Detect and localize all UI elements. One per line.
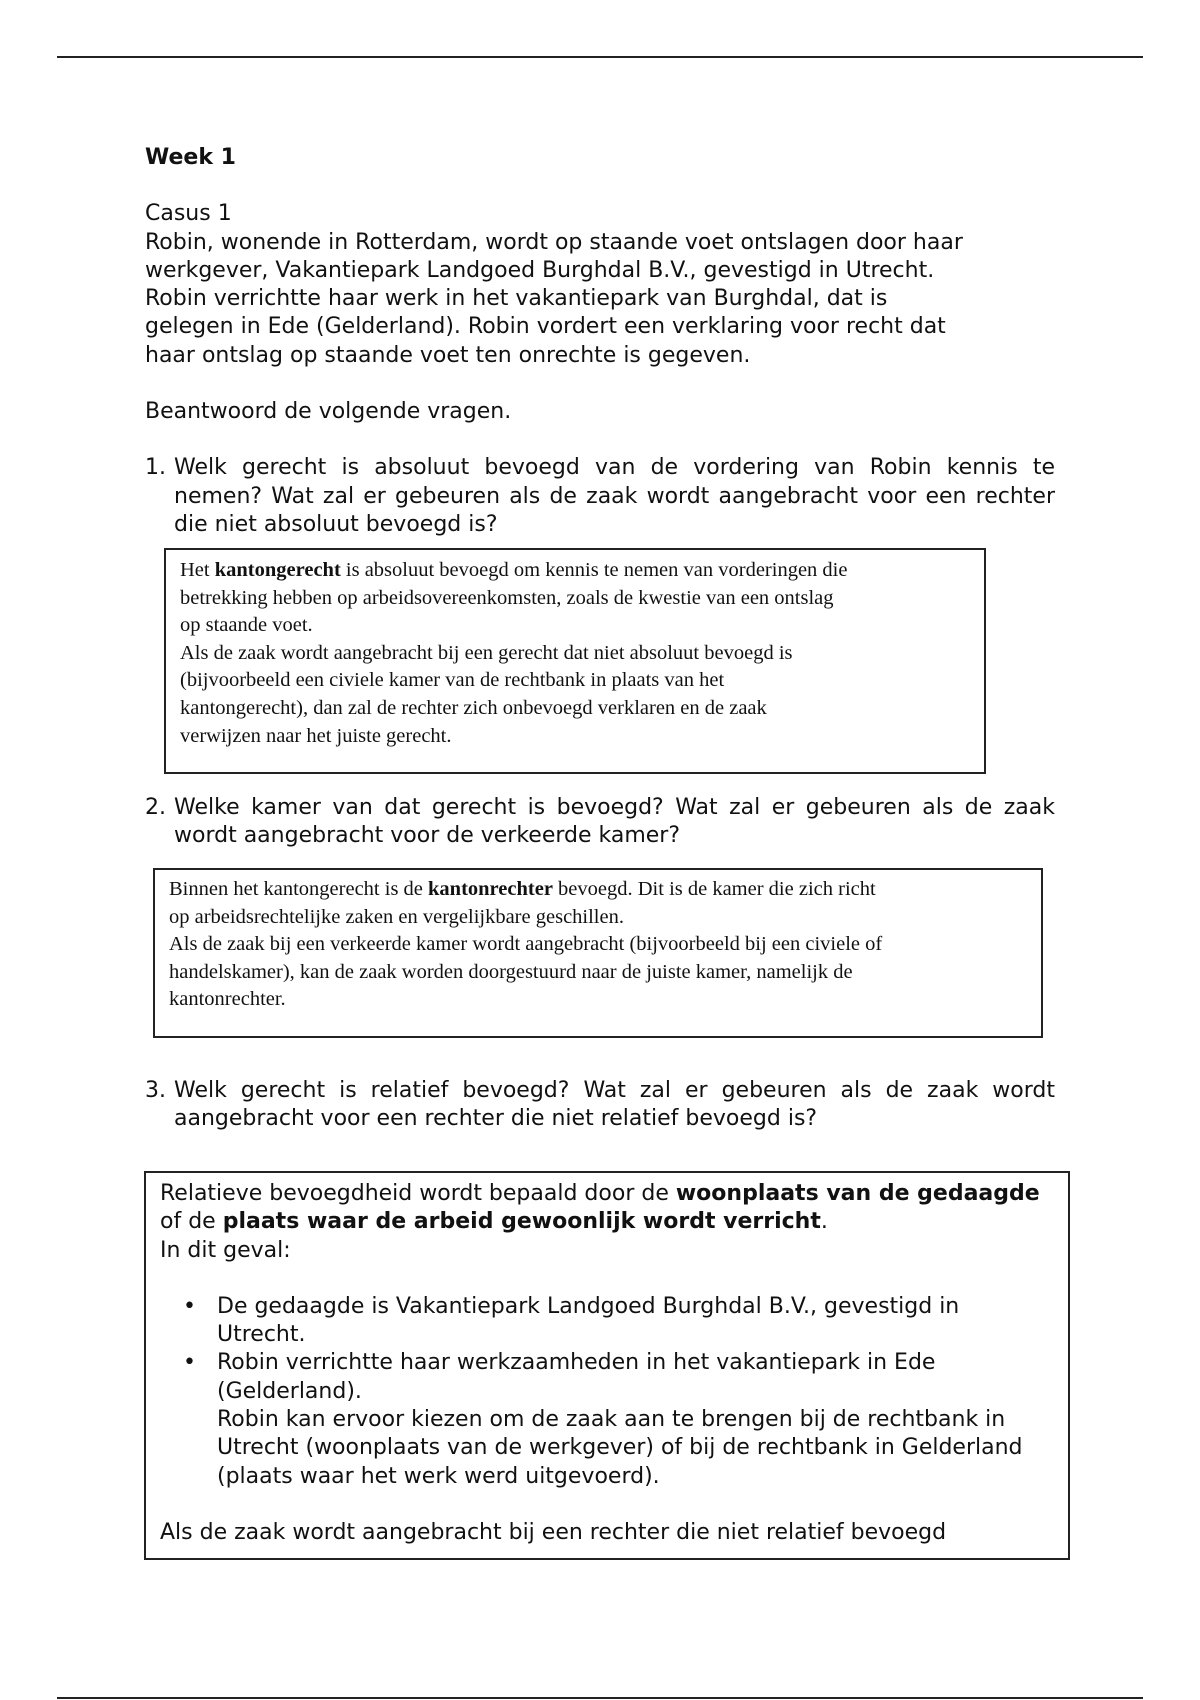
- answer-term: kantonrechter: [428, 878, 553, 900]
- question-text: Welk gerecht is relatief bevoegd? Wat zal er gebeuren als de zaak wordt aangebracht voor een rechter die niet relatief bevoegd is?: [174, 1078, 1055, 1132]
- page-heading: Week 1: [145, 145, 236, 170]
- question-number: 2.: [145, 795, 166, 820]
- answer-line: handelskamer), kan de zaak worden doorgestuurd naar de juiste kamer, namelijk de: [169, 960, 853, 983]
- answer-line: [180, 557, 970, 585]
- answer-box-1: [164, 548, 986, 774]
- answer-text: Relatieve bevoegdheid wordt bepaald door de: [160, 1181, 676, 1206]
- casus-line: Robin verrichtte haar werk in het vakantiepark van Burghdal, dat is: [145, 286, 888, 312]
- answer-text: of de: [160, 1209, 223, 1235]
- casus-line: Robin, wonende in Rotterdam, wordt op staande voet ontslagen door haar: [145, 229, 963, 255]
- answer-closing: Als de zaak wordt aangebracht bij een rechter die niet relatief bevoegd: [160, 1519, 947, 1545]
- question-text: Welk gerecht is absoluut bevoegd van de vordering van Robin kennis te nemen? Wat zal er gebeuren als de zaak wordt aangebracht voor een rechter die niet absoluut bevoegd is?: [174, 455, 1055, 537]
- answer-term: plaats waar de arbeid gewoonlijk wordt verricht: [222, 1209, 821, 1235]
- question-number: 3.: [145, 1078, 166, 1103]
- answer-line: [169, 876, 1027, 904]
- casus-line: gelegen in Ede (Gelderland). Robin vordert een verklaring voor recht dat: [145, 314, 946, 340]
- list-item-text: Robin verrichtte haar werkzaamheden in het vakantiepark in Ede (Gelderland).: [217, 1350, 936, 1404]
- answer-line: (bijvoorbeeld een civiele kamer van de rechtbank in plaats van het: [180, 669, 725, 692]
- answer-text: bevoegd. Dit is de kamer die zich richt: [552, 878, 876, 900]
- answer-line: kantonrechter.: [169, 988, 286, 1011]
- list-item-text: De gedaagde is Vakantiepark Landgoed Burghdal B.V., gevestigd in Utrecht.: [217, 1293, 960, 1348]
- answer-line: verwijzen naar het juiste gerecht.: [180, 724, 452, 747]
- list-item: [183, 1293, 1054, 1350]
- answer-line: op arbeidsrechtelijke zaken en vergelijkbare geschillen.: [169, 905, 624, 928]
- bottom-rule: [57, 1697, 1143, 1699]
- answer-term: kantongerecht: [214, 559, 341, 581]
- bullet-list: [160, 1293, 1054, 1491]
- answer-text: is absoluut bevoegd om kennis te nemen van vorderingen die: [340, 559, 848, 581]
- answer-intro: In dit geval:: [160, 1237, 291, 1263]
- bullet-icon: •: [183, 1293, 196, 1319]
- casus-title: Casus 1: [145, 201, 232, 227]
- answer-line: Als de zaak wordt aangebracht bij een gerecht dat niet absoluut bevoegd is: [180, 641, 793, 664]
- question-1: [145, 454, 1055, 539]
- answer-line: kantongerecht), dan zal de rechter zich onbevoegd verklaren en de zaak: [180, 696, 767, 719]
- answer-box-3: [144, 1171, 1070, 1560]
- answer-line: op staande voet.: [180, 614, 313, 637]
- question-2: [145, 794, 1055, 851]
- answer-line: Als de zaak bij een verkeerde kamer wordt aangebracht (bijvoorbeeld bij een civiele of: [169, 933, 883, 956]
- question-number: 1.: [145, 455, 166, 481]
- top-rule: [57, 56, 1143, 58]
- answer-text: Binnen het kantongerecht is de: [169, 878, 429, 900]
- answer-text: .: [820, 1209, 828, 1235]
- answer-text: Het: [180, 559, 215, 581]
- question-text: Welke kamer van dat gerecht is bevoegd? Wat zal er gebeuren als de zaak wordt aangebracht voor de verkeerde kamer?: [174, 795, 1055, 849]
- list-item: [183, 1349, 1054, 1490]
- instruction: Beantwoord de volgende vragen.: [145, 399, 512, 425]
- casus-line: haar ontslag op staande voet ten onrechte is gegeven.: [145, 342, 751, 368]
- answer-term: woonplaats van de gedaagde: [675, 1181, 1040, 1206]
- document-body: [145, 144, 1055, 539]
- answer-paragraph: [160, 1180, 1054, 1237]
- list-item-continuation: Robin kan ervoor kiezen om de zaak aan te brengen bij de rechtbank in Utrecht (woonplaats van de werkgever) of bij de rechtbank in Gelderland (plaats waar het werk werd uitgevoerd).: [217, 1407, 1023, 1489]
- answer-box-2: [153, 868, 1043, 1038]
- bullet-icon: •: [183, 1350, 196, 1376]
- casus-line: werkgever, Vakantiepark Landgoed Burghdal B.V., gevestigd in Utrecht.: [145, 257, 935, 283]
- question-3: [145, 1077, 1055, 1134]
- answer-line: betrekking hebben op arbeidsovereenkomsten, zoals de kwestie van een ontslag: [180, 586, 834, 609]
